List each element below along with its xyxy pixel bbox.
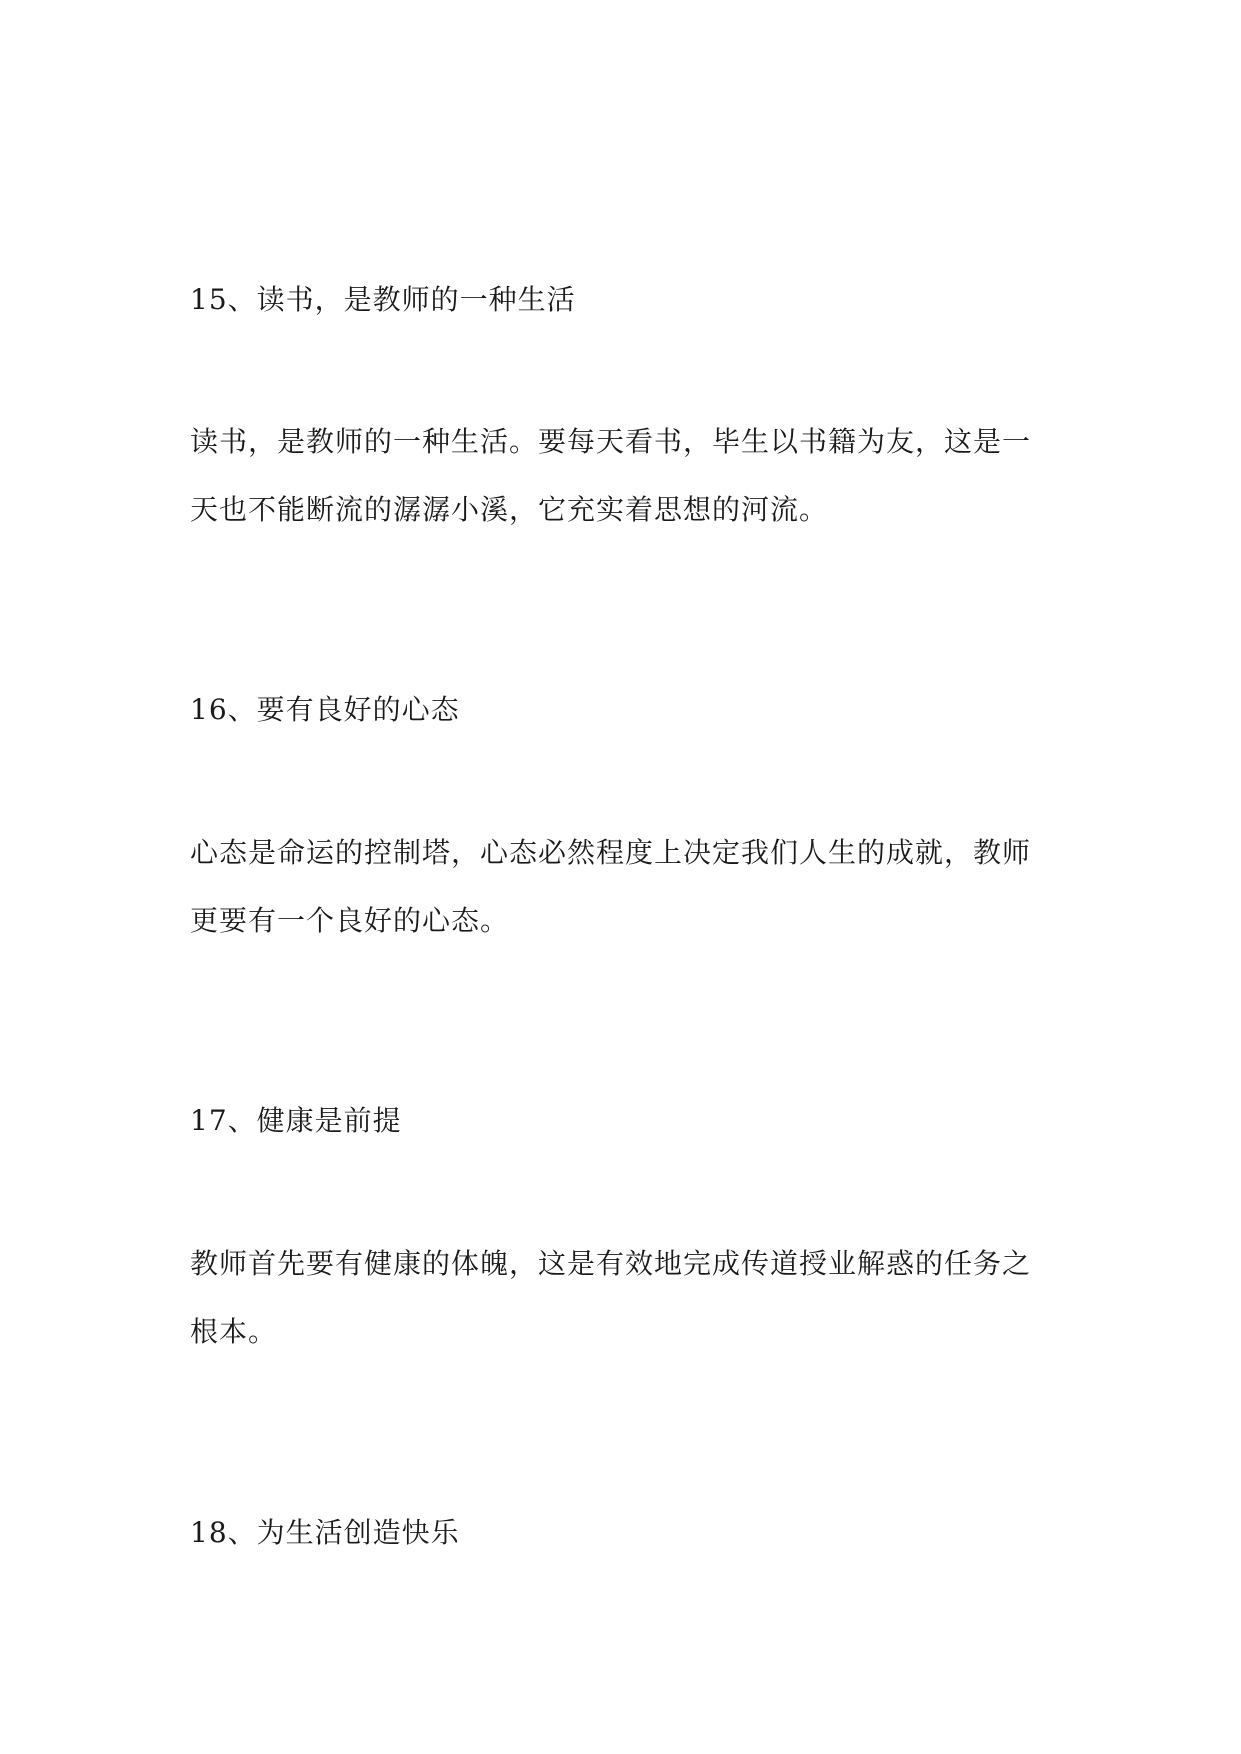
section-body-line-15-2: 天也不能断流的潺潺小溪，它充实着思想的河流。 (190, 493, 829, 526)
section-body-line-16-1: 心态是命运的控制塔，心态必然程度上决定我们人生的成就，教师 (190, 836, 1032, 869)
section-body-line-17-2: 根本。 (190, 1315, 278, 1348)
section-heading-18: 18、为生活创造快乐 (190, 1516, 460, 1549)
section-heading-15: 15、读书，是教师的一种生活 (190, 283, 576, 316)
section-heading-17: 17、健康是前提 (190, 1104, 402, 1137)
section-heading-16: 16、要有良好的心态 (190, 693, 460, 726)
section-body-line-17-1: 教师首先要有健康的体魄，这是有效地完成传道授业解惑的任务之 (190, 1247, 1032, 1280)
section-body-line-15-1: 读书，是教师的一种生活。要每天看书，毕生以书籍为友，这是一 (190, 425, 1032, 458)
section-body-line-16-2: 更要有一个良好的心态。 (190, 904, 510, 937)
